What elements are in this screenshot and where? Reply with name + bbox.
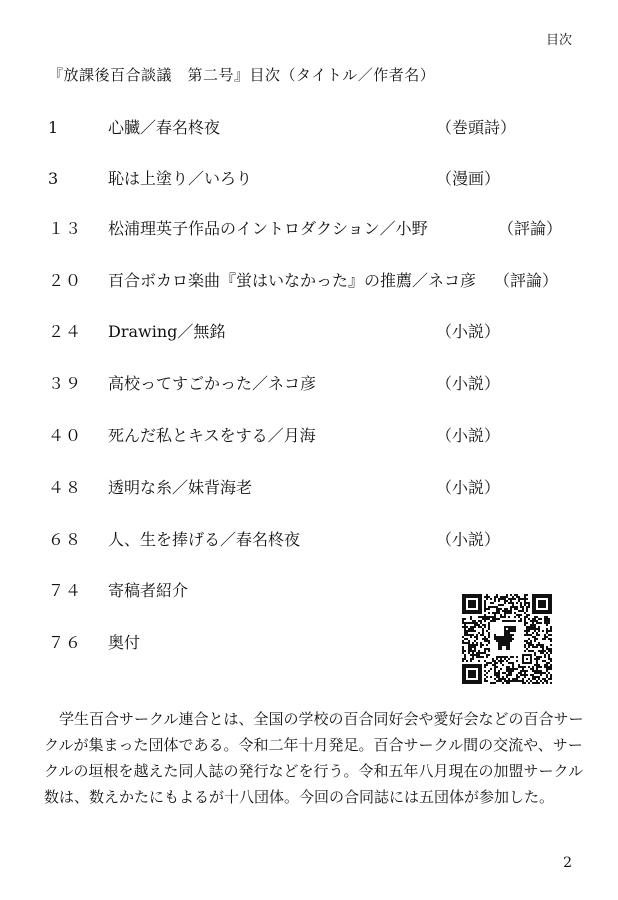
toc-page-number: ４８ <box>48 478 83 497</box>
toc-title: 奥付 <box>108 633 141 652</box>
toc-entry <box>0 527 618 553</box>
circle-federation-description: 学生百合サークル連合とは、全国の学校の百合同好会や愛好会などの百合サークルが集まった団体である。令和二年十月発足。百合サークル間の交流や、サークルの垣根を越えた同人誌の発行などを行う。令和五年八月現在の加盟サークル数は、数えかたにもよるが十八団体。今回の合同誌には五団体が参加した。 <box>44 710 584 806</box>
qr-code-graphic <box>462 594 552 684</box>
toc-genre: （評論） <box>498 219 563 238</box>
toc-genre: （漫画） <box>436 169 501 188</box>
toc-entry <box>0 268 618 294</box>
toc-title: 心臓／春名柊夜 <box>108 118 221 137</box>
toc-title: 高校ってすごかった／ネコ彦 <box>108 374 317 393</box>
toc-entry <box>0 115 618 141</box>
toc-genre: （評論） <box>494 271 559 290</box>
toc-title: 百合ボカロ楽曲『蛍はいなかった』の推薦／ネコ彦 <box>108 271 477 290</box>
toc-entry <box>0 166 618 192</box>
toc-genre: （巻頭詩） <box>436 118 517 137</box>
toc-entry <box>0 423 618 449</box>
toc-entry <box>0 319 618 345</box>
toc-title: 死んだ私とキスをする／月海 <box>108 426 316 445</box>
toc-genre: （小説） <box>436 530 501 549</box>
toc-title: 人、生を捧げる／春名柊夜 <box>108 530 301 549</box>
toc-heading: 『放課後百合談議 第二号』目次（タイトル／作者名） <box>48 66 436 84</box>
toc-title: 松浦理英子作品のイントロダクション／小野 <box>108 219 428 238</box>
toc-page-number: 3 <box>48 169 60 188</box>
toc-page-number: ３９ <box>48 374 83 393</box>
toc-genre: （小説） <box>436 426 501 445</box>
toc-page-number: 1 <box>48 118 60 137</box>
toc-page-number: ２０ <box>48 271 83 290</box>
toc-page-number: １３ <box>48 219 83 238</box>
toc-page-number: ４０ <box>48 426 83 445</box>
toc-title: 寄稿者紹介 <box>108 581 189 600</box>
toc-page-number: ６８ <box>48 530 83 549</box>
toc-entry <box>0 216 618 242</box>
running-head: 目次 <box>545 33 572 48</box>
toc-title: 恥は上塗り／いろり <box>108 169 253 188</box>
toc-page-number: ７４ <box>48 581 83 600</box>
toc-genre: （小説） <box>436 478 501 497</box>
toc-title: 透明な糸／妹背海老 <box>108 478 253 497</box>
qr-code[interactable] <box>462 594 552 684</box>
toc-title: Drawing／無銘 <box>108 322 226 341</box>
toc-page-number: ７６ <box>48 633 83 652</box>
page-number: 2 <box>563 855 572 871</box>
toc-page-number: ２４ <box>48 322 83 341</box>
toc-genre: （小説） <box>436 322 501 341</box>
toc-genre: （小説） <box>436 374 501 393</box>
toc-entry <box>0 475 618 501</box>
toc-entry <box>0 371 618 397</box>
